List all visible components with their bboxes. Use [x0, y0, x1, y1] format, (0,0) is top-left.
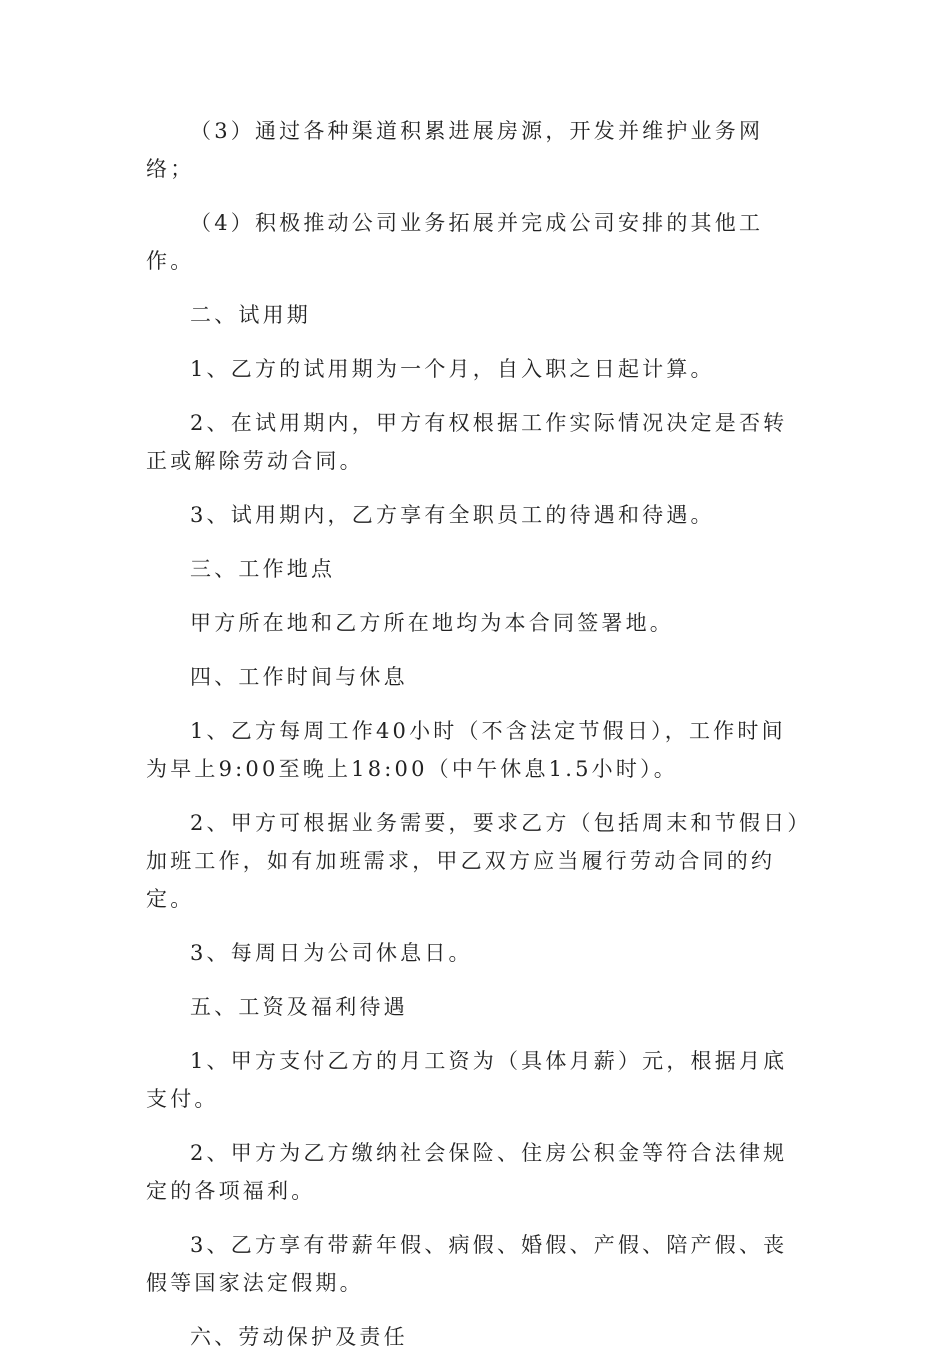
- clause-probation-3: 3、试用期内，乙方享有全职员工的待遇和待遇。: [190, 503, 715, 527]
- section-heading-salary: 五、工资及福利待遇: [190, 995, 408, 1019]
- clause-salary-2: 2、甲方为乙方缴纳社会保险、住房公积金等符合法律规定的各项福利。: [146, 1141, 788, 1203]
- section-heading-workplace: 三、工作地点: [190, 557, 336, 581]
- section-heading-labor-protection: 六、劳动保护及责任: [190, 1325, 408, 1349]
- section-heading-probation: 二、试用期: [190, 303, 311, 327]
- clause-probation-2: 2、在试用期内，甲方有权根据工作实际情况决定是否转正或解除劳动合同。: [146, 411, 788, 473]
- clause-salary-3: 3、乙方享有带薪年假、病假、婚假、产假、陪产假、丧假等国家法定假期。: [146, 1233, 788, 1295]
- clause-hours-3: 3、每周日为公司休息日。: [190, 941, 473, 965]
- clause-workplace: 甲方所在地和乙方所在地均为本合同签署地。: [190, 611, 674, 635]
- document-body: [146, 112, 806, 1372]
- clause-hours-1: 1、乙方每周工作40小时（不含法定节假日），工作时间为早上9:00至晚上18:00（中午休息1.5小时）。: [146, 719, 786, 781]
- section-heading-working-hours: 四、工作时间与休息: [190, 665, 408, 689]
- clause-salary-1: 1、甲方支付乙方的月工资为（具体月薪）元，根据月底支付。: [146, 1049, 788, 1111]
- list-item-4: （4）积极推动公司业务拓展并完成公司安排的其他工作。: [146, 211, 764, 273]
- list-item-3: （3）通过各种渠道积累进展房源，开发并维护业务网络；: [146, 119, 764, 181]
- clause-probation-1: 1、乙方的试用期为一个月，自入职之日起计算。: [190, 357, 715, 381]
- clause-hours-2: 2、甲方可根据业务需要，要求乙方（包括周末和节假日）加班工作，如有加班需求，甲乙双方应当履行劳动合同的约定。: [146, 811, 802, 911]
